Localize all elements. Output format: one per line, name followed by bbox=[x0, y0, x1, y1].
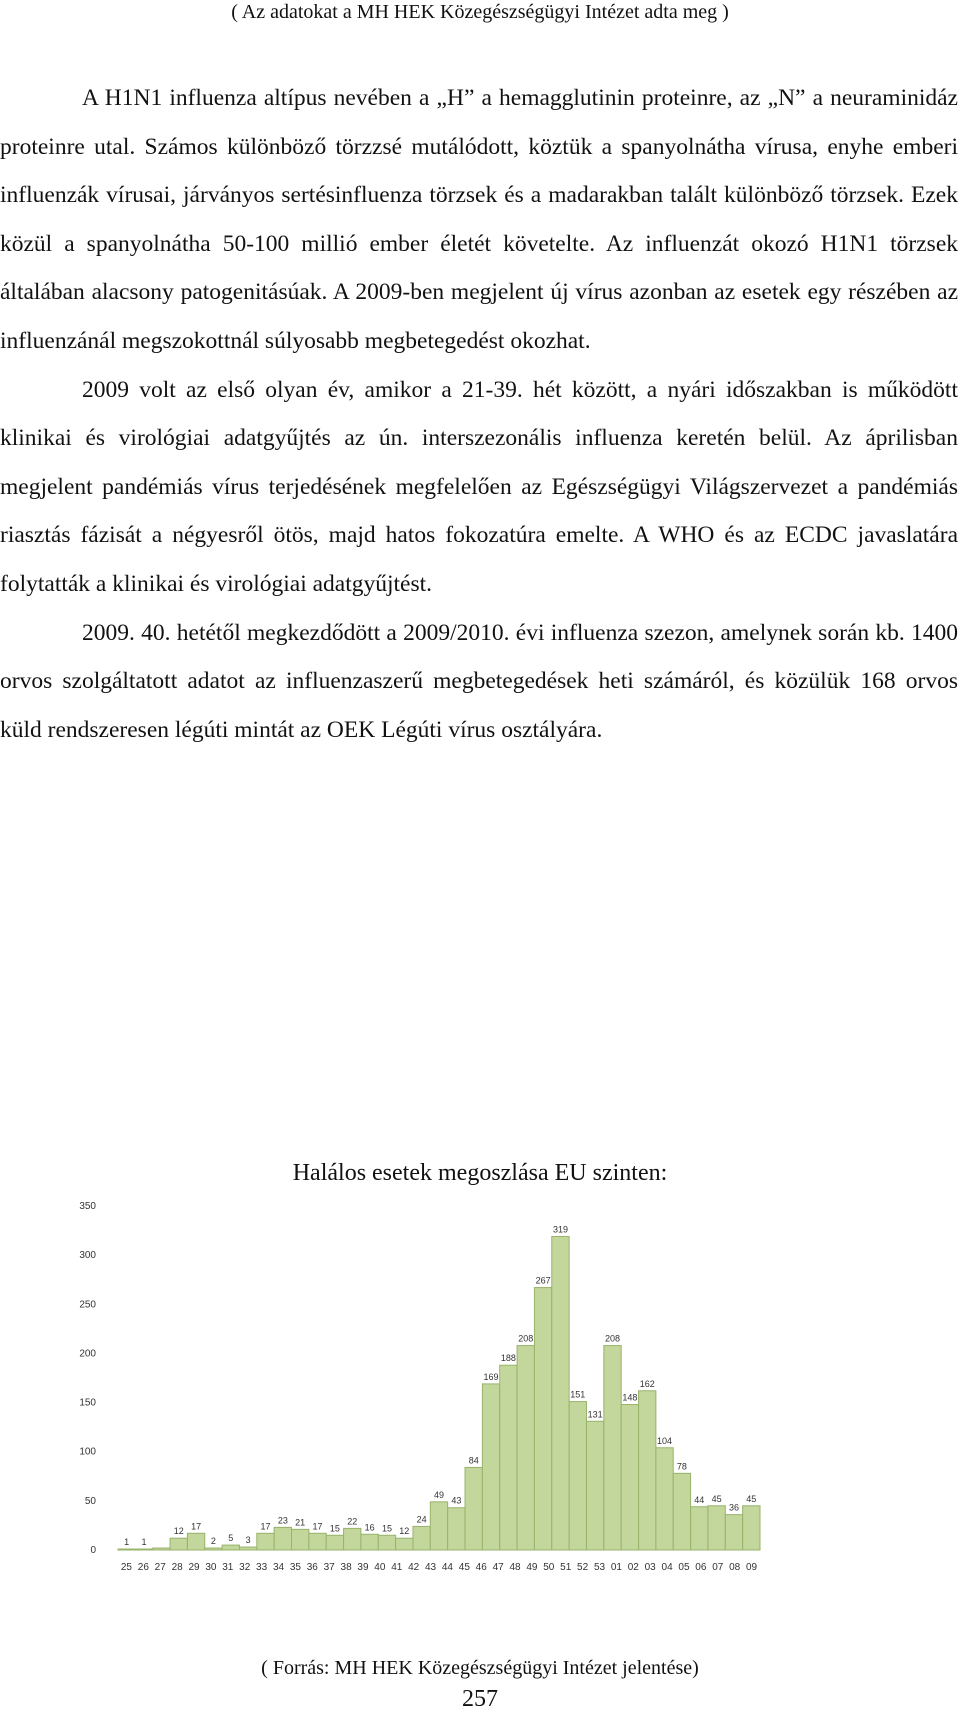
bar bbox=[639, 1391, 656, 1550]
bar bbox=[326, 1535, 343, 1550]
x-tick-label: 49 bbox=[526, 1562, 538, 1573]
bar-value-label: 45 bbox=[746, 1493, 757, 1504]
y-tick-label: 150 bbox=[79, 1397, 96, 1409]
bar bbox=[725, 1515, 742, 1550]
x-tick-label: 44 bbox=[441, 1562, 454, 1573]
bar-value-label: 12 bbox=[399, 1526, 410, 1537]
x-tick-label: 42 bbox=[408, 1562, 420, 1573]
bar-value-label: 21 bbox=[295, 1517, 306, 1528]
y-tick-label: 200 bbox=[79, 1348, 96, 1360]
x-tick-label: 02 bbox=[627, 1562, 639, 1573]
x-tick-label: 34 bbox=[272, 1562, 285, 1573]
x-tick-label: 08 bbox=[729, 1562, 741, 1573]
bar bbox=[292, 1529, 309, 1550]
body-text bbox=[0, 74, 958, 754]
bar bbox=[604, 1346, 621, 1550]
bar bbox=[135, 1549, 152, 1550]
bar-value-label: 5 bbox=[228, 1533, 234, 1544]
y-tick-label: 300 bbox=[79, 1250, 96, 1262]
bar bbox=[500, 1365, 517, 1550]
source-note-header: ( Az adatokat a MH HEK Közegészségügyi Intézet adta meg ) bbox=[231, 1, 729, 23]
y-tick-label: 100 bbox=[79, 1446, 96, 1458]
bar-value-label: 1 bbox=[124, 1537, 130, 1548]
bar-value-label: 16 bbox=[364, 1522, 375, 1533]
x-tick-label: 31 bbox=[222, 1562, 234, 1573]
x-tick-label: 48 bbox=[509, 1562, 521, 1573]
x-tick-label: 04 bbox=[661, 1562, 673, 1573]
bar bbox=[552, 1236, 569, 1550]
x-tick-label: 33 bbox=[256, 1562, 268, 1573]
bar-value-label: 169 bbox=[483, 1371, 499, 1382]
x-tick-label: 06 bbox=[695, 1562, 707, 1573]
bar bbox=[586, 1421, 603, 1550]
bar bbox=[517, 1346, 534, 1550]
x-tick-label: 46 bbox=[475, 1562, 487, 1573]
x-tick-label: 26 bbox=[137, 1562, 149, 1573]
bar bbox=[309, 1533, 326, 1550]
bar bbox=[239, 1547, 256, 1550]
bar-value-label: 36 bbox=[728, 1502, 739, 1513]
bar-value-label: 319 bbox=[552, 1224, 568, 1235]
bar-value-label: 267 bbox=[535, 1275, 551, 1286]
bar-value-label: 162 bbox=[639, 1378, 655, 1389]
x-tick-label: 30 bbox=[205, 1562, 217, 1573]
bar bbox=[118, 1549, 135, 1550]
bar-value-label: 2 bbox=[210, 1536, 216, 1547]
bar bbox=[448, 1508, 465, 1550]
bar-value-label: 151 bbox=[570, 1389, 586, 1400]
x-tick-label: 25 bbox=[120, 1562, 133, 1573]
x-tick-label: 27 bbox=[154, 1562, 166, 1573]
bar bbox=[673, 1473, 690, 1550]
bar-value-label: 84 bbox=[468, 1455, 479, 1466]
bar bbox=[378, 1535, 395, 1550]
bar bbox=[482, 1384, 499, 1550]
chart-source: ( Forrás: MH HEK Közegészségügyi Intézet jelentése) bbox=[261, 1657, 699, 1679]
bar bbox=[569, 1402, 586, 1550]
bar-value-label: 104 bbox=[657, 1435, 673, 1446]
chart-title: Halálos esetek megoszlása EU szinten: bbox=[292, 1160, 668, 1186]
bar bbox=[274, 1527, 291, 1550]
bar bbox=[170, 1538, 187, 1550]
paragraph-2: 2009 volt az első olyan év, amikor a 21-39. hét között, a nyári időszakban is működött klinikai és virológiai adatgyűjtés az ún. interszezonális influenza keretén belül. Az áprilisban megjelent pandémiás vírus terjedésének megfelelően az Egészségügyi Világszervezet a pandémiás riasztás fázisát a négyesről ötös, majd hatos fokozatúra emelte. A WHO és az ECDC javaslatára folytatták a klinikai és virológiai adatgyűjtést. bbox=[0, 376, 958, 597]
bar-value-label: 44 bbox=[694, 1494, 705, 1505]
paragraph-3: 2009. 40. hetétől megkezdődött a 2009/2010. évi influenza szezon, amelynek során kb. 1400 orvos szolgáltatott adatot az influenzaszerű megbetegedések heti számáról, és közülük 168 orvos küld rendszeresen légúti mintát az OEK Légúti vírus osztályára. bbox=[0, 619, 958, 743]
bar bbox=[430, 1502, 447, 1550]
bar bbox=[708, 1506, 725, 1550]
bar-value-label: 24 bbox=[416, 1514, 427, 1525]
x-tick-label: 41 bbox=[391, 1562, 403, 1573]
bar-value-label: 1 bbox=[141, 1537, 147, 1548]
bar-value-label: 17 bbox=[191, 1521, 202, 1532]
bar-value-label: 3 bbox=[245, 1535, 251, 1546]
x-tick-label: 32 bbox=[239, 1562, 251, 1573]
x-tick-label: 05 bbox=[678, 1562, 690, 1573]
x-tick-label: 40 bbox=[374, 1562, 386, 1573]
page-number: 257 bbox=[462, 1686, 498, 1712]
x-tick-label: 39 bbox=[357, 1562, 369, 1573]
bar-value-label: 15 bbox=[329, 1523, 340, 1534]
bar bbox=[361, 1534, 378, 1550]
bar bbox=[413, 1526, 430, 1550]
bar-value-label: 17 bbox=[260, 1521, 271, 1532]
x-tick-label: 52 bbox=[577, 1562, 589, 1573]
x-tick-label: 09 bbox=[745, 1562, 758, 1573]
x-tick-label: 29 bbox=[188, 1562, 200, 1573]
x-tick-label: 47 bbox=[492, 1562, 504, 1573]
x-tick-label: 51 bbox=[560, 1562, 572, 1573]
bar-value-label: 49 bbox=[433, 1489, 445, 1500]
bar bbox=[465, 1467, 482, 1550]
bar-value-label: 45 bbox=[711, 1493, 722, 1504]
x-tick-label: 28 bbox=[171, 1562, 183, 1573]
bar bbox=[656, 1448, 673, 1550]
bar-value-label: 208 bbox=[604, 1333, 621, 1344]
x-tick-label: 36 bbox=[306, 1562, 318, 1573]
bar-value-label: 15 bbox=[381, 1523, 392, 1534]
bar-value-label: 78 bbox=[676, 1461, 687, 1472]
y-tick-label: 350 bbox=[79, 1201, 96, 1212]
y-tick-label: 250 bbox=[79, 1299, 96, 1311]
y-tick-label: 0 bbox=[90, 1545, 96, 1556]
bar-value-label: 208 bbox=[518, 1333, 534, 1344]
bar bbox=[222, 1545, 239, 1550]
x-tick-label: 01 bbox=[610, 1562, 622, 1573]
x-tick-label: 50 bbox=[543, 1562, 555, 1573]
bar-value-label: 12 bbox=[173, 1526, 184, 1537]
bar-value-label: 43 bbox=[451, 1495, 462, 1506]
bar-chart bbox=[70, 1196, 770, 1601]
x-tick-label: 35 bbox=[289, 1562, 301, 1573]
bar bbox=[743, 1506, 760, 1550]
x-tick-label: 43 bbox=[424, 1562, 437, 1573]
x-tick-label: 03 bbox=[644, 1562, 656, 1573]
bar bbox=[205, 1548, 222, 1550]
bar-value-label: 148 bbox=[622, 1392, 638, 1403]
x-tick-label: 53 bbox=[593, 1562, 606, 1573]
bar bbox=[187, 1533, 204, 1550]
bar bbox=[153, 1548, 170, 1550]
bar bbox=[257, 1533, 274, 1550]
bar bbox=[691, 1507, 708, 1550]
x-tick-label: 45 bbox=[458, 1562, 470, 1573]
bar-value-label: 23 bbox=[277, 1515, 288, 1526]
paragraph-1: A H1N1 influenza altípus nevében a „H” a hemagglutinin proteinre, az „N” a neuraminidáz proteinre utal. Számos különböző törzzsé mutálódott, köztük a spanyolnátha vírusa, enyhe emberi influenzák vírusai, járványos sertésinfluenza törzsek és a madarakban talált különböző törzsek. Ezek közül a spanyolnátha 50-100 millió ember életét követelte. Az influenzát okozó H1N1 törzsek általában alacsony patogenitásúak. A 2009-ben megjelent új vírus azonban az esetek egy részében az influenzánál megszokottnál súlyosabb megbetegedést okozhat. bbox=[0, 85, 958, 354]
bar bbox=[344, 1528, 361, 1550]
bar bbox=[534, 1288, 551, 1550]
bar-value-label: 131 bbox=[587, 1409, 603, 1420]
x-tick-label: 37 bbox=[323, 1562, 335, 1573]
bar bbox=[396, 1538, 413, 1550]
x-tick-label: 38 bbox=[340, 1562, 352, 1573]
x-tick-label: 07 bbox=[712, 1562, 724, 1573]
bar bbox=[621, 1405, 638, 1550]
bar-value-label: 188 bbox=[500, 1353, 516, 1364]
bar-value-label: 22 bbox=[347, 1516, 358, 1527]
bar-value-label: 17 bbox=[312, 1521, 323, 1532]
y-tick-label: 50 bbox=[84, 1495, 96, 1507]
